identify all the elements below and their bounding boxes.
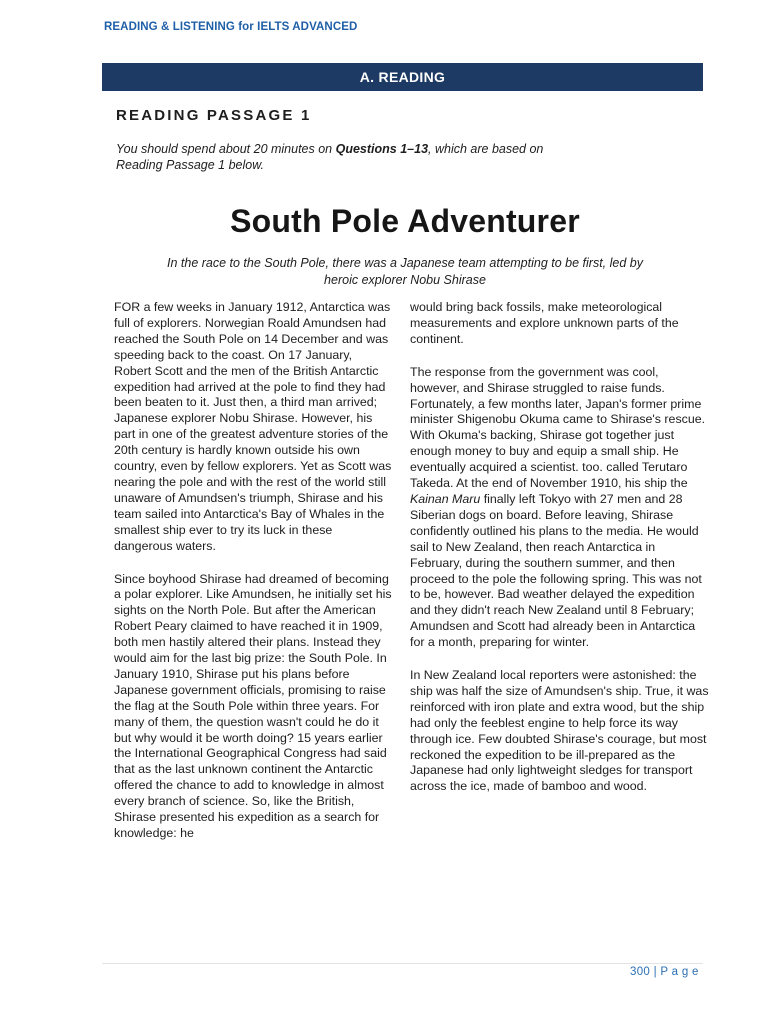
passage-label: READING PASSAGE 1: [116, 107, 312, 124]
page-number: 300 | P a g e: [630, 966, 699, 978]
section-header-bar: [102, 63, 703, 91]
article-title: South Pole Adventurer: [230, 203, 580, 239]
body-paragraph: FOR a few weeks in January 1912, Antarctica was full of explorers. Norwegian Roald Amundsen had reached the South Pole on 14 December and was speeding back to the coast. On 17 January, Robert Scott and the men of the British Antarctic expedition had arrived at the pole to find they had been beaten to it. Just then, a third man arrived; Japanese explorer Nobu Shirase. However, his part in one of the greatest adventure stories of the 20th century is hardly known outside his own country, even by fellow explorers. Yet as Scott was nearing the pole and with the rest of the world still unaware of Amundsen's triumph, Shirase and his team sailed into Antarctica's Bay of Whales in the smallest ship ever to try its luck in these dangerous waters.: [114, 300, 392, 553]
section-title: A. READING: [359, 69, 446, 85]
right-column: [410, 300, 710, 812]
body-paragraph: [410, 365, 710, 651]
instructions-text-start: You should spend about 20 minutes on: [116, 142, 336, 156]
paragraph-text: The response from the government was cool, however, and Shirase struggled to raise funds. Fortunately, a few months later, Japan's former prime minister Shigenobu Okuma came to Shirase's rescue. With Okuma's backing, Shirase got together just enough money to buy and equip a small ship. He eventually acquired a scientist. too. called Terutaro Takeda. At the end of November 1910, his ship the: [410, 364, 706, 491]
footer-divider: [102, 963, 703, 964]
paragraph-text: finally left Tokyo with 27 men and 28 Siberian dogs on board. Before leaving, Shirase confidently outlined his plans to the media. He would sail to New Zealand, then reach Antarctica in February, during the southern summer, and then proceed to the pole the following spring. This was not to be, however. Bad weather delayed the expedition and they didn't reach New Zealand until 8 February; Amundsen and Scott had already been in Antarctica for a month, preparing for winter.: [410, 491, 702, 650]
running-head: READING & LISTENING for IELTS ADVANCED: [104, 21, 358, 33]
article-subtitle: In the race to the South Pole, there was a Japanese team attempting to be first, led by heroic explorer Nobu Shirase: [167, 256, 643, 287]
body-paragraph: In New Zealand local reporters were astonished: the ship was half the size of Amundsen's ship. True, it was reinforced with iron plate and extra wood, but the ship had only the feeblest engine to help force its way through ice. Few doubted Shirase's courage, but most reckoned the expedition to be ill-prepared as the Japanese had only lightweight sledges for transport across the ice, made of bamboo and wood.: [410, 668, 709, 794]
instructions-questions: Questions 1–13: [335, 142, 429, 156]
left-column: [114, 300, 392, 859]
instructions: [116, 141, 586, 173]
instructions-text-end: , which are based on Reading Passage 1 below.: [116, 142, 544, 172]
ship-name: Kainan Maru: [410, 491, 481, 506]
body-paragraph: Since boyhood Shirase had dreamed of becoming a polar explorer. Like Amundsen, he initially set his sights on the North Pole. But after the American Robert Peary claimed to have reached it in 1909, both men hastily altered their plans. Instead they would aim for the last big prize: the South Pole. In January 1910, Shirase put his plans before Japanese government officials, promising to raise the flag at the South Pole within three years. For many of them, the question wasn't could he do it but why would it be worth doing? 15 years earlier the International Geographical Congress had said that as the last unknown continent the Antarctic offered the chance to add to knowledge in almost every branch of science. So, like the British, Shirase presented his expedition as a search for knowledge: he: [114, 571, 392, 840]
body-paragraph: would bring back fossils, make meteorological measurements and explore unknown parts of the continent.: [410, 300, 679, 346]
